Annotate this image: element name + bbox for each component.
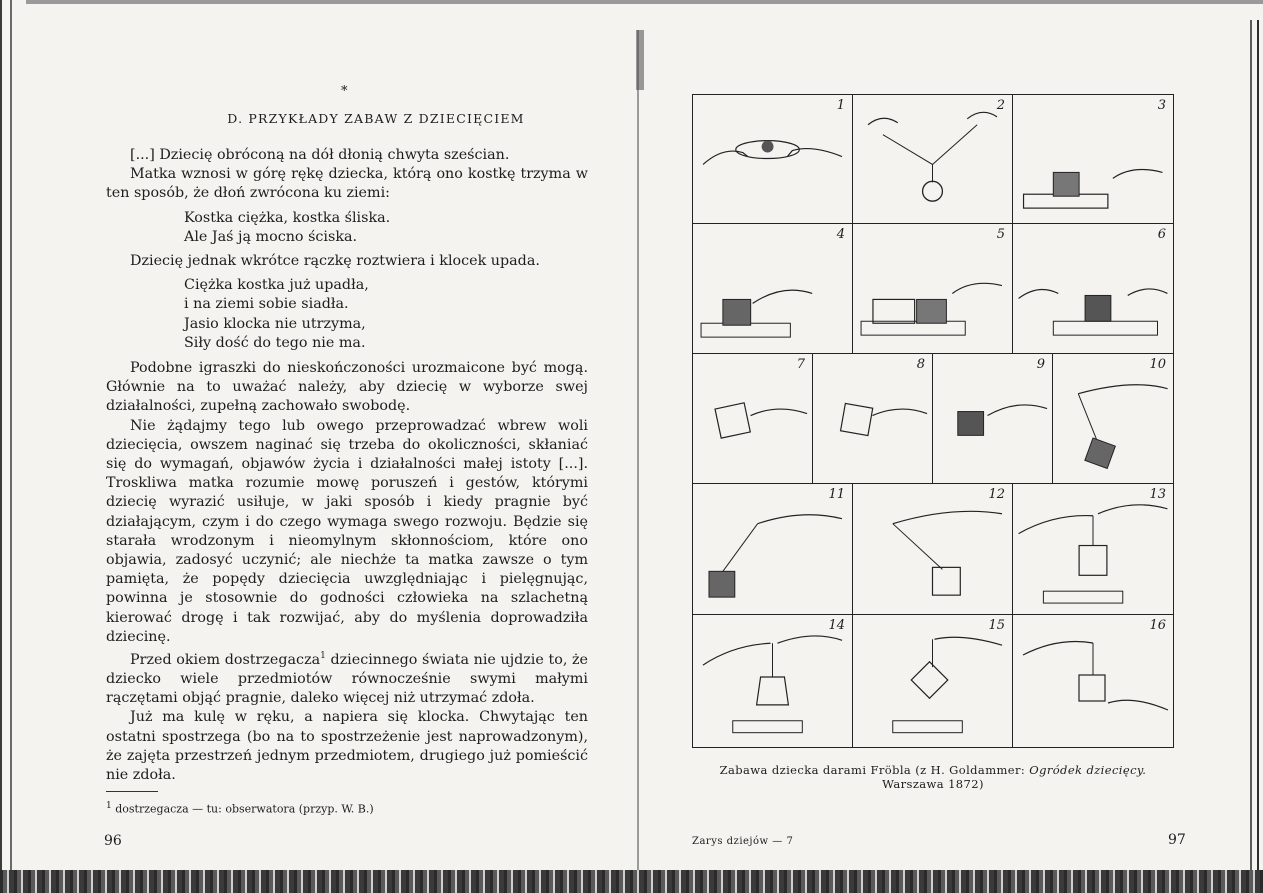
- running-head: Zarys dziejów — 7: [692, 836, 794, 847]
- panel-illustration: [693, 354, 812, 483]
- paragraph-3-rest: dziecinnego świata nie ujdzie to, że dziecko wiele przedmiotów równocześnie swymi małymi rączętami objąć pragnie, daleko więcej niż utrzymać zdoła.: [106, 651, 588, 707]
- figure-caption: [688, 763, 1178, 791]
- panel-4: [693, 224, 853, 354]
- verse-line: Siły dość do tego nie ma.: [184, 334, 366, 351]
- panel-number: 4: [836, 227, 845, 242]
- body-text: [106, 146, 588, 785]
- panel-2: [853, 95, 1013, 224]
- panel-number: 2: [996, 98, 1005, 113]
- verse-line: Kostka ciężka, kostka śliska.: [184, 209, 391, 226]
- panel-number: 16: [1149, 618, 1166, 633]
- panel-10: [1053, 354, 1173, 484]
- panel-6: [1013, 224, 1173, 354]
- paragraph-3-start: Przed okiem dostrzegacza: [130, 651, 321, 668]
- panel-illustration: [853, 95, 1012, 223]
- panel-illustration: [1013, 484, 1173, 614]
- right-page: [646, 20, 1246, 870]
- panel-illustration: [933, 354, 1052, 483]
- panel-number: 5: [996, 227, 1005, 242]
- panel-number: 1: [836, 98, 845, 113]
- panel-number: 7: [796, 357, 805, 372]
- panel-number: 15: [988, 618, 1005, 633]
- figure-row-5: [693, 615, 1173, 747]
- paragraph-4: Już ma kulę w ręku, a napiera się klocka. Chwytając ten ostatni spostrzega (bo na to spostrzeżenie jest naprowadzonym), że zajęta przestrzeń jednym przedmiotem, drugiego już pomieścić nie zdoła.: [106, 709, 588, 784]
- paragraph-1: Podobne igraszki do nieskończoności urozmaicone być mogą. Głównie na to uważać należy, aby dziecię w wyborze swej działalności, zupełną zachowało swobodę.: [106, 360, 588, 415]
- ornament-star: *: [341, 84, 348, 99]
- paragraph-2: Nie żądajmy tego lub owego przeprowadzać wbrew woli dziecięcia, owszem naginać się trzeba do okoliczności, skłaniać się do wymagań, objawów życia i działalności małej istoty [...]. Troskliwa matka rozumie mowę poruszeń i gestów, którymi dziecię wyrazić usiłuje, w jaki sposób i kiedy pragnie być działającym, czym i do czego wymaga swego rozwoju. Będzie się starała wrodzonym i nieomylnym skłonnościom, które ono objawia, zadosyć uczynić; ale niechże ta matka zawsze o tym pamięta, że popędy dziecięcia uwzględniając i pielęgnując, powinna je stosownie do godności człowieka na szlachetną kierować drogę i tak rozwijać, aby do myślenia doprowadziła dziecinę.: [106, 417, 588, 645]
- figure-row-1: [693, 95, 1173, 224]
- intro-line-1: [...] Dziecię obróconą na dół dłonią chwyta sześcian.: [130, 147, 510, 163]
- panel-number: 9: [1036, 357, 1045, 372]
- verse-line: Ale Jaś ją mocno ściska.: [184, 228, 358, 245]
- panel-illustration: [1013, 224, 1173, 353]
- scan-edge-left: [0, 0, 26, 893]
- caption-line-1: [688, 763, 1178, 777]
- panel-5: [853, 224, 1013, 354]
- panel-illustration: [853, 484, 1012, 614]
- scan-edge-bottom: [0, 870, 1263, 893]
- footnote-text: dostrzegacza — tu: obserwatora (przyp. W. B.): [115, 802, 374, 816]
- verse-2: [184, 276, 588, 353]
- panel-number: 13: [1149, 487, 1166, 502]
- panel-3: [1013, 95, 1173, 224]
- panel-illustration: [1013, 95, 1173, 223]
- panel-number: 10: [1149, 357, 1166, 372]
- caption-book-title: Ogródek dziecięcy.: [1029, 763, 1147, 777]
- footnote-rule: [106, 791, 158, 792]
- panel-number: 11: [828, 487, 845, 502]
- figure-row-2: [693, 224, 1173, 354]
- figure-row-4: [693, 484, 1173, 615]
- panel-illustration: [693, 95, 852, 223]
- panel-number: 6: [1157, 227, 1166, 242]
- panel-illustration: [853, 224, 1012, 353]
- panel-illustration: [693, 224, 852, 353]
- caption-line-2: Warszawa 1872): [882, 777, 984, 791]
- verse-line: Ciężka kostka już upadła,: [184, 277, 369, 294]
- panel-illustration: [813, 354, 932, 483]
- panel-illustration: [693, 615, 852, 747]
- scan-edge-right: [1246, 20, 1263, 880]
- panel-9: [933, 354, 1053, 484]
- figure-row-3: [693, 354, 1173, 484]
- panel-1: [693, 95, 853, 224]
- page-number-right: 97: [1168, 832, 1186, 848]
- panel-illustration: [693, 484, 852, 614]
- panel-8: [813, 354, 933, 484]
- panel-illustration: [853, 615, 1012, 747]
- gutter-shadow: [636, 30, 644, 90]
- footnote-ref: 1: [320, 651, 326, 662]
- panel-number: 12: [988, 487, 1005, 502]
- panel-illustration: [1053, 354, 1173, 483]
- verse-line: Jasio klocka nie utrzyma,: [184, 315, 366, 332]
- verse-line: i na ziemi sobie siadła.: [184, 296, 349, 313]
- froebel-figure: [692, 94, 1174, 748]
- panel-12: [853, 484, 1013, 615]
- scan-edge-top: [0, 0, 1263, 4]
- panel-number: 3: [1157, 98, 1166, 113]
- book-gutter: [632, 30, 646, 870]
- caption-text: Zabawa dziecka darami Fröbla (z H. Goldammer:: [719, 763, 1030, 777]
- panel-13: [1013, 484, 1173, 615]
- panel-16: [1013, 615, 1173, 747]
- panel-number: 8: [916, 357, 925, 372]
- panel-15: [853, 615, 1013, 747]
- left-page: [26, 20, 632, 870]
- panel-illustration: [1013, 615, 1173, 747]
- section-heading: D. PRZYKŁADY ZABAW Z DZIECIĘCIEM: [227, 111, 525, 126]
- page-number-left: 96: [104, 833, 122, 849]
- panel-14: [693, 615, 853, 747]
- footnote-mark: 1: [106, 801, 112, 811]
- panel-7: [693, 354, 813, 484]
- paragraph-3: [106, 647, 588, 708]
- footnote: [106, 801, 374, 816]
- intro-line-2: Matka wznosi w górę rękę dziecka, którą ono kostkę trzyma w ten sposób, że dłoń zwrócona ku ziemi:: [106, 166, 588, 202]
- panel-number: 14: [828, 618, 845, 633]
- panel-11: [693, 484, 853, 615]
- middle-line: Dziecię jednak wkrótce rączkę roztwiera i klocek upada.: [130, 253, 540, 270]
- verse-1: [184, 209, 588, 247]
